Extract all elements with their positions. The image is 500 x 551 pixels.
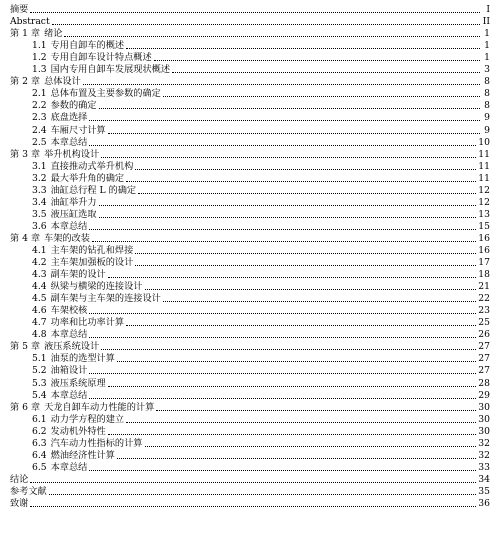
toc-entry-number: 2.2 (32, 100, 47, 112)
toc-entry-title: 最大举升角的确定 (50, 172, 125, 184)
toc-entry-title: 总体设计 (44, 76, 81, 88)
toc-page-number: 1 (484, 40, 490, 52)
toc-chapter-entry[interactable] (10, 402, 490, 414)
toc-dot-leader (135, 265, 476, 266)
toc-page-number: 27 (478, 365, 490, 377)
toc-page-number: II (482, 16, 490, 28)
toc-section-entry[interactable] (10, 209, 490, 221)
toc-page-number: 11 (478, 148, 490, 160)
toc-dot-leader (172, 72, 480, 73)
toc-page-number: 30 (478, 413, 490, 425)
toc-chapter-entry[interactable] (10, 4, 490, 16)
toc-entry-number: 6.2 (32, 425, 47, 437)
toc-dot-leader (89, 470, 476, 471)
toc-entry-title: 致谢 (10, 497, 29, 509)
toc-section-entry[interactable] (10, 377, 490, 389)
toc-page-number: 11 (478, 172, 490, 184)
toc-section-entry[interactable] (10, 173, 490, 185)
toc-page-number: 29 (478, 389, 490, 401)
toc-entry-title: 参数的确定 (50, 100, 97, 112)
toc-entry-number: 3.4 (32, 196, 47, 208)
toc-dot-leader (145, 289, 477, 290)
toc-section-entry[interactable] (10, 329, 490, 341)
toc-entry-title: 本章总结 (50, 136, 88, 148)
toc-chapter-entry[interactable] (10, 76, 490, 88)
toc-page-number: 32 (478, 437, 490, 449)
toc-page-number: 9 (484, 112, 490, 124)
toc-section-entry[interactable] (10, 390, 490, 402)
toc-dot-leader (89, 145, 476, 146)
toc-page-number: 28 (478, 377, 490, 389)
toc-entry-title: 主车架的钻孔和焊接 (50, 244, 134, 256)
toc-section-entry[interactable] (10, 365, 490, 377)
toc-section-entry[interactable] (10, 221, 490, 233)
toc-entry-number: 1.1 (32, 40, 47, 52)
toc-dot-leader (138, 193, 476, 194)
toc-entry-title: Abstract (10, 16, 50, 28)
toc-entry-title: 副车架与主车架的连接设计 (50, 293, 161, 305)
toc-dot-leader (30, 482, 476, 483)
toc-chapter-entry[interactable] (10, 474, 490, 486)
toc-dot-leader (101, 349, 476, 350)
toc-entry-number: 1.2 (32, 52, 47, 64)
toc-entry-number: 4.5 (32, 293, 47, 305)
toc-dot-leader (108, 133, 480, 134)
toc-chapter-entry[interactable] (10, 486, 490, 498)
toc-page-number: 1 (484, 28, 490, 40)
toc-chapter-entry[interactable] (10, 498, 490, 510)
toc-page-number: 3 (484, 64, 490, 76)
toc-chapter-entry[interactable] (10, 233, 490, 245)
toc-chapter-entry[interactable] (10, 149, 490, 161)
toc-entry-number: 3.6 (32, 220, 47, 232)
toc-page-number: 10 (478, 136, 490, 148)
toc-dot-leader (30, 506, 476, 507)
toc-section-entry[interactable] (10, 40, 490, 52)
toc-section-entry[interactable] (10, 269, 490, 281)
toc-section-entry[interactable] (10, 124, 490, 136)
toc-dot-leader (89, 373, 476, 374)
toc-page-number: 12 (478, 184, 490, 196)
toc-entry-title: 本章总结 (50, 329, 88, 341)
toc-dot-leader (89, 398, 476, 399)
toc-page-number: 16 (478, 244, 490, 256)
toc-section-entry[interactable] (10, 281, 490, 293)
toc-dot-leader (117, 361, 476, 362)
toc-dot-leader (89, 313, 476, 314)
table-of-contents (10, 4, 490, 510)
toc-page-number: 22 (478, 293, 490, 305)
toc-entry-title: 副车架的设计 (50, 269, 106, 281)
toc-section-entry[interactable] (10, 353, 490, 365)
toc-entry-title: 液压缸选取 (50, 208, 97, 220)
toc-section-entry[interactable] (10, 462, 490, 474)
toc-section-entry[interactable] (10, 414, 490, 426)
toc-page-number: 21 (478, 281, 490, 293)
toc-entry-title: 动力学方程的建立 (50, 413, 125, 425)
toc-entry-title: 专用自卸车的概述 (50, 40, 125, 52)
toc-dot-leader (126, 48, 480, 49)
toc-entry-number: 3.3 (32, 184, 47, 196)
toc-entry-number: 4.2 (32, 257, 47, 269)
toc-entry-number: 3.2 (32, 172, 47, 184)
toc-entry-title: 绪论 (44, 28, 63, 40)
toc-dot-leader (83, 84, 480, 85)
toc-page-number: 17 (478, 257, 490, 269)
toc-entry-title: 纵梁与横梁的连接设计 (50, 281, 143, 293)
toc-page-number: 36 (478, 497, 490, 509)
toc-dot-leader (117, 458, 476, 459)
toc-entry-title: 液压系统设计 (44, 341, 100, 353)
toc-section-entry[interactable] (10, 112, 490, 124)
toc-chapter-entry[interactable] (10, 16, 490, 28)
toc-page-number: 35 (478, 485, 490, 497)
toc-dot-leader (64, 36, 480, 37)
toc-section-entry[interactable] (10, 317, 490, 329)
toc-dot-leader (99, 217, 477, 218)
toc-entry-number: 2.3 (32, 112, 47, 124)
toc-section-entry[interactable] (10, 305, 490, 317)
toc-dot-leader (135, 253, 476, 254)
toc-page-number: 8 (484, 100, 490, 112)
toc-entry-number: 1.3 (32, 64, 47, 76)
toc-section-entry[interactable] (10, 245, 490, 257)
toc-dot-leader (108, 434, 477, 435)
toc-entry-number: 4.1 (32, 244, 47, 256)
toc-entry-title: 结论 (10, 473, 29, 485)
toc-entry-title: 专用自卸车设计特点概述 (50, 52, 152, 64)
toc-section-entry[interactable] (10, 185, 490, 197)
toc-page-number: 30 (478, 425, 490, 437)
toc-section-entry[interactable] (10, 450, 490, 462)
toc-page-number: 16 (478, 232, 490, 244)
toc-entry-number: 第 3 章 (10, 148, 41, 160)
toc-dot-leader (163, 96, 480, 97)
toc-page-number: 30 (478, 401, 490, 413)
toc-dot-leader (145, 446, 477, 447)
toc-page-number: 25 (478, 317, 490, 329)
toc-page-number: 8 (484, 76, 490, 88)
toc-section-entry[interactable] (10, 137, 490, 149)
toc-entry-title: 油箱设计 (50, 365, 88, 377)
toc-dot-leader (49, 494, 477, 495)
toc-entry-number: 第 4 章 (10, 232, 41, 244)
toc-dot-leader (126, 422, 476, 423)
toc-page-number: 12 (478, 196, 490, 208)
toc-dot-leader (52, 24, 480, 25)
toc-section-entry[interactable] (10, 88, 490, 100)
toc-chapter-entry[interactable] (10, 28, 490, 40)
toc-section-entry[interactable] (10, 197, 490, 209)
toc-dot-leader (156, 410, 476, 411)
toc-entry-number: 4.7 (32, 317, 47, 329)
toc-entry-number: 3.5 (32, 208, 47, 220)
toc-entry-title: 车架的改装 (44, 232, 90, 244)
toc-entry-title: 本章总结 (50, 220, 88, 232)
toc-entry-number: 6.3 (32, 437, 47, 449)
toc-entry-title: 参考文献 (10, 485, 47, 497)
toc-page-number: 11 (478, 160, 490, 172)
toc-entry-title: 油缸举升力 (50, 196, 97, 208)
toc-page-number: 34 (478, 473, 490, 485)
toc-entry-number: 4.4 (32, 281, 47, 293)
toc-entry-title: 油缸总行程 L 的确定 (50, 184, 137, 196)
toc-entry-number: 2.4 (32, 124, 47, 136)
toc-entry-number: 2.1 (32, 88, 47, 100)
toc-page-number: 1 (484, 52, 490, 64)
toc-section-entry[interactable] (10, 161, 490, 173)
toc-dot-leader (135, 169, 476, 170)
toc-page-number: I (486, 4, 490, 16)
toc-section-entry[interactable] (10, 257, 490, 269)
toc-entry-title: 发动机外特性 (50, 425, 106, 437)
toc-entry-number: 5.4 (32, 389, 47, 401)
toc-entry-number: 6.5 (32, 461, 47, 473)
toc-section-entry[interactable] (10, 426, 490, 438)
toc-entry-number: 第 2 章 (10, 76, 41, 88)
toc-entry-number: 4.8 (32, 329, 47, 341)
toc-entry-number: 6.4 (32, 449, 47, 461)
toc-entry-title: 本章总结 (50, 461, 88, 473)
toc-entry-title: 国内专用自卸车发展现状概述 (50, 64, 171, 76)
toc-page-number: 33 (478, 461, 490, 473)
toc-page-number: 18 (478, 269, 490, 281)
toc-entry-number: 第 1 章 (10, 28, 41, 40)
toc-dot-leader (108, 277, 477, 278)
toc-entry-number: 6.1 (32, 413, 47, 425)
toc-page-number: 8 (484, 88, 490, 100)
toc-entry-title: 本章总结 (50, 389, 88, 401)
toc-page-number: 13 (478, 208, 490, 220)
toc-entry-title: 燃油经济性计算 (50, 449, 115, 461)
toc-entry-title: 底盘选择 (50, 112, 88, 124)
toc-entry-number: 3.1 (32, 160, 47, 172)
toc-entry-number: 5.3 (32, 377, 47, 389)
toc-dot-leader (126, 325, 476, 326)
toc-dot-leader (163, 301, 476, 302)
toc-entry-number: 第 6 章 (10, 401, 41, 413)
toc-dot-leader (89, 120, 480, 121)
toc-dot-leader (99, 108, 480, 109)
toc-dot-leader (108, 386, 477, 387)
toc-page-number: 32 (478, 449, 490, 461)
toc-page-number: 27 (478, 353, 490, 365)
toc-section-entry[interactable] (10, 293, 490, 305)
toc-section-entry[interactable] (10, 438, 490, 450)
toc-page-number: 15 (478, 220, 490, 232)
toc-dot-leader (126, 181, 476, 182)
toc-chapter-entry[interactable] (10, 341, 490, 353)
toc-dot-leader (30, 12, 480, 13)
toc-page-number: 27 (478, 341, 490, 353)
toc-section-entry[interactable] (10, 64, 490, 76)
toc-page-number: 23 (478, 305, 490, 317)
toc-entry-title: 举升机构设计 (44, 148, 100, 160)
toc-page-number: 9 (484, 124, 490, 136)
toc-entry-title: 摘要 (10, 4, 29, 16)
toc-section-entry[interactable] (10, 52, 490, 64)
toc-entry-title: 汽车动力性指标的计算 (50, 437, 143, 449)
toc-dot-leader (89, 229, 476, 230)
toc-dot-leader (89, 337, 476, 338)
toc-entry-number: 2.5 (32, 136, 47, 148)
toc-dot-leader (101, 157, 476, 158)
toc-entry-number: 4.6 (32, 305, 47, 317)
toc-dot-leader (99, 205, 477, 206)
toc-page-number: 26 (478, 329, 490, 341)
toc-entry-title: 主车架加强板的设计 (50, 257, 134, 269)
toc-entry-number: 5.2 (32, 365, 47, 377)
toc-section-entry[interactable] (10, 100, 490, 112)
toc-entry-number: 4.3 (32, 269, 47, 281)
toc-entry-number: 第 5 章 (10, 341, 41, 353)
toc-entry-title: 车厢尺寸计算 (50, 124, 106, 136)
toc-entry-title: 车架校核 (50, 305, 88, 317)
toc-dot-leader (154, 60, 480, 61)
toc-entry-title: 液压系统原理 (50, 377, 106, 389)
toc-dot-leader (92, 241, 476, 242)
toc-entry-title: 功率和比功率计算 (50, 317, 125, 329)
toc-entry-title: 天龙自卸车动力性能的计算 (44, 401, 155, 413)
toc-entry-title: 油泵的选型计算 (50, 353, 115, 365)
toc-entry-title: 直接推动式举升机构 (50, 160, 134, 172)
toc-entry-title: 总体布置及主要参数的确定 (50, 88, 161, 100)
toc-entry-number: 5.1 (32, 353, 47, 365)
